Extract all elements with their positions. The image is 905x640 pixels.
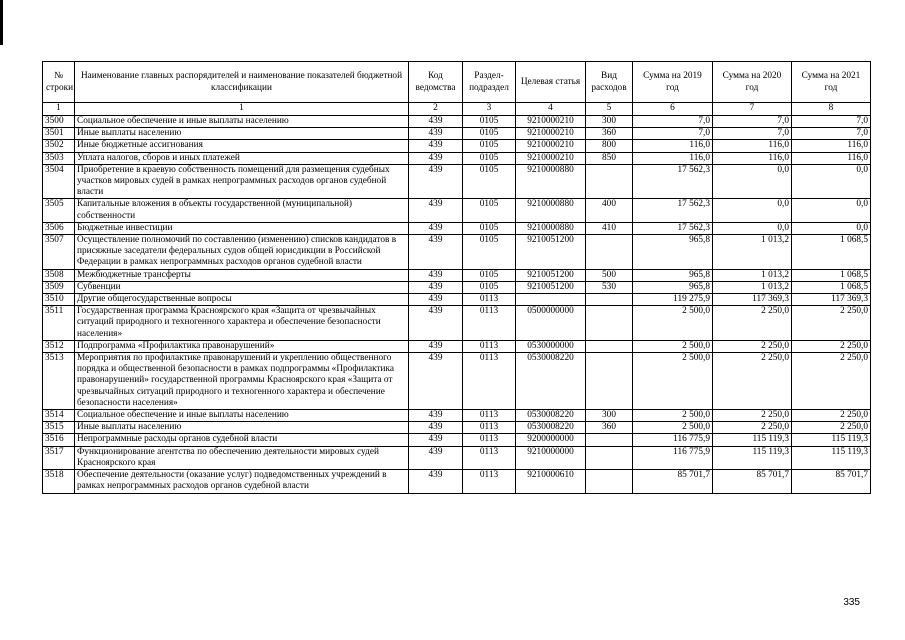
table-row xyxy=(43,306,871,341)
row-name: Осуществление полномочий по составлению (изменению) списков кандидатов в присяжные заседатели федеральных судов общей юрисдикции в Российской Федерации в рамках непрограммных расходов органов судебной власти xyxy=(75,235,409,270)
row-target-article: 9210000880 xyxy=(516,199,586,222)
row-expense-type: 410 xyxy=(586,222,633,234)
row-expense-type: 530 xyxy=(586,281,633,293)
header-exp-type: Вид расходов xyxy=(586,62,633,103)
row-sum-2021: 115 119,3 xyxy=(792,446,871,469)
row-number: 3516 xyxy=(43,434,75,446)
row-number: 3504 xyxy=(43,164,75,199)
table-row xyxy=(43,128,871,140)
row-sum-2019: 17 562,3 xyxy=(633,199,713,222)
row-sum-2021: 116,0 xyxy=(792,152,871,164)
row-number: 3502 xyxy=(43,140,75,152)
row-target-article: 0530008220 xyxy=(516,353,586,410)
row-sum-2021: 116,0 xyxy=(792,140,871,152)
column-number: 1 xyxy=(75,103,409,116)
row-expense-type xyxy=(586,434,633,446)
row-section-code: 0113 xyxy=(463,410,516,422)
row-dept-code: 439 xyxy=(409,128,463,140)
row-sum-2020: 0,0 xyxy=(713,199,792,222)
row-expense-type: 850 xyxy=(586,152,633,164)
row-dept-code: 439 xyxy=(409,434,463,446)
row-number: 3500 xyxy=(43,116,75,128)
row-dept-code: 439 xyxy=(409,164,463,199)
table-row xyxy=(43,281,871,293)
row-sum-2020: 2 250,0 xyxy=(713,340,792,352)
row-sum-2021: 117 369,3 xyxy=(792,294,871,306)
row-number: 3515 xyxy=(43,422,75,434)
row-sum-2020: 116,0 xyxy=(713,140,792,152)
header-section: Раздел-подраздел xyxy=(463,62,516,103)
row-expense-type xyxy=(586,164,633,199)
row-target-article: 9210000210 xyxy=(516,128,586,140)
row-sum-2020: 1 013,2 xyxy=(713,281,792,293)
column-number: 2 xyxy=(409,103,463,116)
row-dept-code: 439 xyxy=(409,470,463,493)
row-sum-2020: 0,0 xyxy=(713,164,792,199)
table-row xyxy=(43,446,871,469)
column-number: 8 xyxy=(792,103,871,116)
row-dept-code: 439 xyxy=(409,422,463,434)
row-sum-2020: 2 250,0 xyxy=(713,306,792,341)
table-row xyxy=(43,353,871,410)
row-sum-2019: 2 500,0 xyxy=(633,306,713,341)
row-sum-2021: 0,0 xyxy=(792,164,871,199)
row-sum-2019: 965,8 xyxy=(633,235,713,270)
row-dept-code: 439 xyxy=(409,116,463,128)
row-section-code: 0105 xyxy=(463,128,516,140)
column-number: 4 xyxy=(516,103,586,116)
row-sum-2019: 85 701,7 xyxy=(633,470,713,493)
row-sum-2020: 116,0 xyxy=(713,152,792,164)
row-section-code: 0105 xyxy=(463,235,516,270)
table-row xyxy=(43,294,871,306)
row-expense-type: 400 xyxy=(586,199,633,222)
row-sum-2021: 1 068,5 xyxy=(792,269,871,281)
header-target: Целевая статья xyxy=(516,62,586,103)
row-section-code: 0105 xyxy=(463,222,516,234)
row-target-article: 9210000210 xyxy=(516,140,586,152)
row-sum-2021: 7,0 xyxy=(792,116,871,128)
row-sum-2019: 965,8 xyxy=(633,269,713,281)
row-target-article: 9200000000 xyxy=(516,434,586,446)
table-row xyxy=(43,410,871,422)
row-expense-type xyxy=(586,235,633,270)
row-expense-type xyxy=(586,470,633,493)
row-name: Межбюджетные трансферты xyxy=(75,269,409,281)
table-row xyxy=(43,422,871,434)
column-number-row xyxy=(43,103,871,116)
header-name: Наименование главных распорядителей и наименование показателей бюджетной классификации xyxy=(75,62,409,103)
header-sum-2020: Сумма на 2020 год xyxy=(713,62,792,103)
row-name: Другие общегосударственные вопросы xyxy=(75,294,409,306)
row-dept-code: 439 xyxy=(409,353,463,410)
row-section-code: 0105 xyxy=(463,140,516,152)
row-section-code: 0113 xyxy=(463,306,516,341)
row-sum-2021: 7,0 xyxy=(792,128,871,140)
header-sum-2019: Сумма на 2019 год xyxy=(633,62,713,103)
row-sum-2021: 85 701,7 xyxy=(792,470,871,493)
row-number: 3512 xyxy=(43,340,75,352)
row-dept-code: 439 xyxy=(409,446,463,469)
table-row xyxy=(43,269,871,281)
row-sum-2021: 2 250,0 xyxy=(792,306,871,341)
row-sum-2019: 2 500,0 xyxy=(633,353,713,410)
row-section-code: 0105 xyxy=(463,116,516,128)
row-sum-2019: 7,0 xyxy=(633,128,713,140)
header-dept: Код ведомства xyxy=(409,62,463,103)
row-dept-code: 439 xyxy=(409,269,463,281)
row-name: Бюджетные инвестиции xyxy=(75,222,409,234)
row-dept-code: 439 xyxy=(409,306,463,341)
row-target-article xyxy=(516,294,586,306)
row-dept-code: 439 xyxy=(409,294,463,306)
row-number: 3510 xyxy=(43,294,75,306)
header-row-no: № строки xyxy=(43,62,75,103)
row-number: 3508 xyxy=(43,269,75,281)
row-sum-2021: 0,0 xyxy=(792,222,871,234)
row-sum-2021: 0,0 xyxy=(792,199,871,222)
row-dept-code: 439 xyxy=(409,340,463,352)
table-row xyxy=(43,152,871,164)
row-sum-2020: 2 250,0 xyxy=(713,410,792,422)
row-target-article: 9210000210 xyxy=(516,116,586,128)
row-sum-2019: 116 775,9 xyxy=(633,434,713,446)
row-expense-type xyxy=(586,353,633,410)
row-target-article: 0500000000 xyxy=(516,306,586,341)
column-number: 3 xyxy=(463,103,516,116)
row-section-code: 0113 xyxy=(463,434,516,446)
row-section-code: 0113 xyxy=(463,422,516,434)
row-number: 3514 xyxy=(43,410,75,422)
row-sum-2021: 2 250,0 xyxy=(792,353,871,410)
row-number: 3518 xyxy=(43,470,75,493)
row-name: Непрограммные расходы органов судебной власти xyxy=(75,434,409,446)
row-expense-type: 300 xyxy=(586,116,633,128)
row-number: 3511 xyxy=(43,306,75,341)
row-sum-2019: 116 775,9 xyxy=(633,446,713,469)
table-row xyxy=(43,116,871,128)
table-body xyxy=(43,116,871,494)
row-sum-2019: 116,0 xyxy=(633,152,713,164)
row-sum-2019: 17 562,3 xyxy=(633,164,713,199)
row-section-code: 0113 xyxy=(463,294,516,306)
row-name: Капитальные вложения в объекты государственной (муниципальной) собственности xyxy=(75,199,409,222)
row-target-article: 0530008220 xyxy=(516,422,586,434)
table-row xyxy=(43,164,871,199)
row-sum-2020: 2 250,0 xyxy=(713,422,792,434)
column-number: 1 xyxy=(43,103,75,116)
row-expense-type xyxy=(586,446,633,469)
row-number: 3507 xyxy=(43,235,75,270)
row-name: Приобретение в краевую собственность помещений для размещения судебных участков мировых судей в рамках непрограммных расходов органов судебной власти xyxy=(75,164,409,199)
row-section-code: 0105 xyxy=(463,199,516,222)
table-row xyxy=(43,222,871,234)
row-number: 3517 xyxy=(43,446,75,469)
row-target-article: 9210051200 xyxy=(516,269,586,281)
row-number: 3501 xyxy=(43,128,75,140)
column-number: 6 xyxy=(633,103,713,116)
row-dept-code: 439 xyxy=(409,281,463,293)
page-number: 335 xyxy=(843,597,860,608)
row-sum-2019: 2 500,0 xyxy=(633,422,713,434)
row-number: 3513 xyxy=(43,353,75,410)
row-sum-2021: 2 250,0 xyxy=(792,422,871,434)
row-sum-2020: 7,0 xyxy=(713,116,792,128)
row-number: 3505 xyxy=(43,199,75,222)
row-target-article: 9210000210 xyxy=(516,152,586,164)
row-sum-2019: 7,0 xyxy=(633,116,713,128)
row-dept-code: 439 xyxy=(409,199,463,222)
row-name: Иные бюджетные ассигнования xyxy=(75,140,409,152)
column-number: 7 xyxy=(713,103,792,116)
row-name: Иные выплаты населению xyxy=(75,128,409,140)
row-target-article: 0530008220 xyxy=(516,410,586,422)
row-sum-2021: 115 119,3 xyxy=(792,434,871,446)
row-sum-2019: 17 562,3 xyxy=(633,222,713,234)
row-sum-2020: 85 701,7 xyxy=(713,470,792,493)
row-sum-2021: 1 068,5 xyxy=(792,281,871,293)
row-sum-2020: 115 119,3 xyxy=(713,434,792,446)
row-section-code: 0105 xyxy=(463,152,516,164)
row-sum-2020: 1 013,2 xyxy=(713,269,792,281)
table-row xyxy=(43,434,871,446)
row-name: Иные выплаты населению xyxy=(75,422,409,434)
table-row xyxy=(43,199,871,222)
row-sum-2020: 2 250,0 xyxy=(713,353,792,410)
row-name: Государственная программа Красноярского края «Защита от чрезвычайных ситуаций природного и техногенного характера и обеспечение безопасности населения» xyxy=(75,306,409,341)
table-row xyxy=(43,235,871,270)
row-section-code: 0113 xyxy=(463,340,516,352)
row-dept-code: 439 xyxy=(409,235,463,270)
row-sum-2021: 1 068,5 xyxy=(792,235,871,270)
row-sum-2019: 2 500,0 xyxy=(633,340,713,352)
row-name: Мероприятия по профилактике правонарушений и укреплению общественного порядка и общественной безопасности в рамках подпрограммы «Профилактика правонарушений» государственной программы Красноярского края «Защита от чрезвычайных ситуаций природного и техногенного характера и обеспечение безопасности населения» xyxy=(75,353,409,410)
row-sum-2020: 7,0 xyxy=(713,128,792,140)
row-sum-2020: 0,0 xyxy=(713,222,792,234)
row-sum-2021: 2 250,0 xyxy=(792,410,871,422)
row-target-article: 9210000000 xyxy=(516,446,586,469)
row-number: 3509 xyxy=(43,281,75,293)
row-expense-type xyxy=(586,294,633,306)
row-expense-type: 800 xyxy=(586,140,633,152)
row-expense-type: 360 xyxy=(586,128,633,140)
row-section-code: 0113 xyxy=(463,470,516,493)
row-section-code: 0105 xyxy=(463,269,516,281)
row-sum-2020: 117 369,3 xyxy=(713,294,792,306)
row-section-code: 0113 xyxy=(463,353,516,410)
table-header-row xyxy=(43,62,871,103)
row-target-article: 0530000000 xyxy=(516,340,586,352)
column-number: 5 xyxy=(586,103,633,116)
header-sum-2021: Сумма на 2021 год xyxy=(792,62,871,103)
margin-mark xyxy=(0,0,3,45)
row-dept-code: 439 xyxy=(409,152,463,164)
row-target-article: 9210051200 xyxy=(516,235,586,270)
row-sum-2019: 119 275,9 xyxy=(633,294,713,306)
row-name: Социальное обеспечение и иные выплаты населению xyxy=(75,410,409,422)
row-sum-2021: 2 250,0 xyxy=(792,340,871,352)
row-section-code: 0113 xyxy=(463,446,516,469)
row-expense-type: 360 xyxy=(586,422,633,434)
row-target-article: 9210000880 xyxy=(516,222,586,234)
row-sum-2019: 965,8 xyxy=(633,281,713,293)
row-name: Социальное обеспечение и иные выплаты населению xyxy=(75,116,409,128)
row-sum-2019: 2 500,0 xyxy=(633,410,713,422)
row-name: Уплата налогов, сборов и иных платежей xyxy=(75,152,409,164)
table-row xyxy=(43,340,871,352)
row-name: Субвенции xyxy=(75,281,409,293)
row-sum-2020: 115 119,3 xyxy=(713,446,792,469)
table-row xyxy=(43,470,871,493)
row-dept-code: 439 xyxy=(409,140,463,152)
row-expense-type: 500 xyxy=(586,269,633,281)
row-section-code: 0105 xyxy=(463,281,516,293)
row-dept-code: 439 xyxy=(409,222,463,234)
row-name: Обеспечение деятельности (оказание услуг) подведомственных учреждений в рамках непрограммных расходов органов судебной власти xyxy=(75,470,409,493)
row-dept-code: 439 xyxy=(409,410,463,422)
row-expense-type xyxy=(586,306,633,341)
row-expense-type: 300 xyxy=(586,410,633,422)
row-expense-type xyxy=(586,340,633,352)
row-name: Подпрограмма «Профилактика правонарушений» xyxy=(75,340,409,352)
row-section-code: 0105 xyxy=(463,164,516,199)
row-name: Функционирование агентства по обеспечению деятельности мировых судей Красноярского края xyxy=(75,446,409,469)
row-target-article: 9210051200 xyxy=(516,281,586,293)
row-target-article: 9210000610 xyxy=(516,470,586,493)
budget-table xyxy=(42,61,871,494)
row-sum-2019: 116,0 xyxy=(633,140,713,152)
row-sum-2020: 1 013,2 xyxy=(713,235,792,270)
row-number: 3503 xyxy=(43,152,75,164)
row-target-article: 9210000880 xyxy=(516,164,586,199)
table-row xyxy=(43,140,871,152)
row-number: 3506 xyxy=(43,222,75,234)
